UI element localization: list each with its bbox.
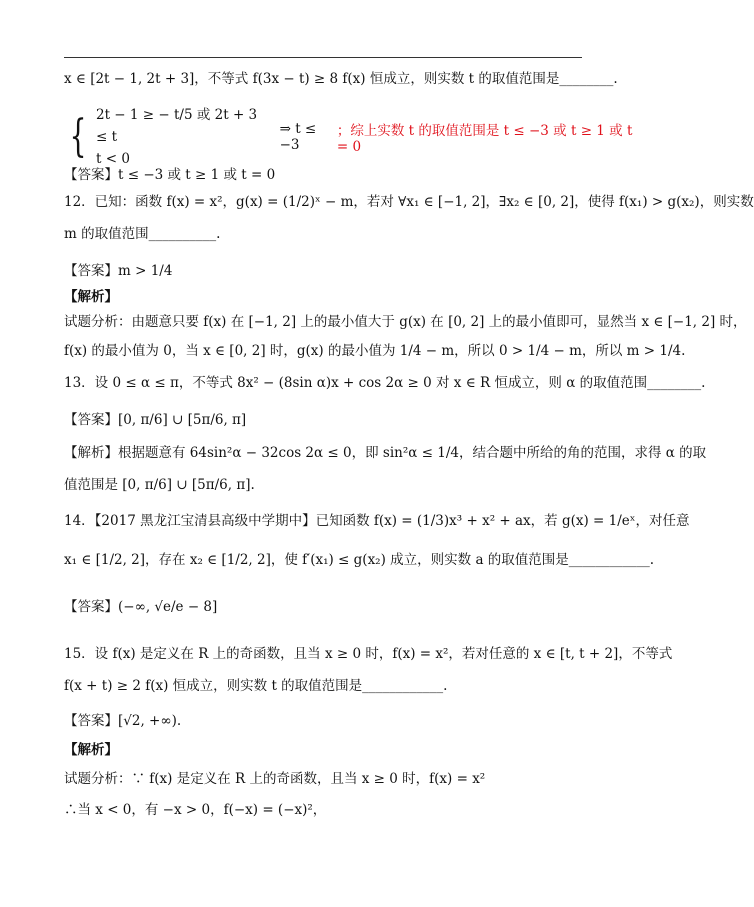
question-12-line2: m 的取值范围__________. [64,226,221,242]
analysis-13-line2: 值范围是 [0, π/6] ∪ [5π/6, π]. [64,477,255,493]
analysis-12-line1: 试题分析：由题意只要 f(x) 在 [−1, 2] 上的最小值大于 g(x) 在 [0, 2] 上的最小值即可，显然当 x ∈ [−1, 2] 时， [64,314,747,330]
analysis-13-line1: 【解析】根据题意有 64sin²α − 32cos 2α ≤ 0，即 sin²α ≤ 1/4，结合题中所给的角的范围，求得 α 的取 [64,445,707,461]
answer-12: 【答案】m > 1/4 [64,263,173,279]
question-13: 13．设 0 ≤ α ≤ π，不等式 8x² − (8sin α)x + cos 2α ≥ 0 对 x ∈ R 恒成立，则 α 的取值范围________. [64,375,706,391]
answer-15: 【答案】[√2, +∞). [64,713,182,729]
system-conclusion: ⇒ t ≤ −3 [279,121,317,153]
left-brace: { [69,111,87,162]
question-12-line1: 12．已知：函数 f(x) = x²，g(x) = (1/2)ˣ − m，若对 ∀x₁ ∈ [−1, 2]，∃x₂ ∈ [0, 2]，使得 f(x₁) > g(x₂)，则实数 [64,194,754,210]
analysis-15-line2: ∴当 x < 0，有 −x > 0，f(−x) = (−x)²， [64,802,327,818]
header-rule [64,57,582,58]
system-rows [96,104,272,170]
question-15-line1: 15．设 f(x) 是定义在 R 上的奇函数，且当 x ≥ 0 时，f(x) = x²，若对任意的 x ∈ [t, t + 2]，不等式 [64,646,673,662]
answer-14: 【答案】(−∞, √e/e − 8] [64,599,218,615]
system-row-1: 2t − 1 ≥ − t/5 或 2t + 3 ≤ t [96,107,258,145]
inequality-system [64,104,642,170]
q11-continuation: x ∈ [2t − 1, 2t + 3]，不等式 f(3x − t) ≥ 8 f(x) 恒成立，则实数 t 的取值范围是________. [64,71,618,87]
analysis-15-line1: 试题分析：∵ f(x) 是定义在 R 上的奇函数，且当 x ≥ 0 时，f(x) = x² [64,771,486,787]
analysis-12-line2: f(x) 的最小值为 0，当 x ∈ [0, 2] 时，g(x) 的最小值为 1/4 − m，所以 0 > 1/4 − m，所以 m > 1/4. [64,343,686,359]
question-14-line1: 14．【2017 黑龙江宝清县高级中学期中】已知函数 f(x) = (1/3)x³ + x² + ax，若 g(x) = 1/eˣ，对任意 [64,513,690,529]
system-row-2: t < 0 [96,151,130,167]
analysis-15-label: 【解析】 [64,742,118,758]
system-summary-red: ；综上实数 t 的取值范围是 t ≤ −3 或 t ≥ 1 或 t = 0 [336,123,633,155]
question-15-line2: f(x + t) ≥ 2 f(x) 恒成立，则实数 t 的取值范围是____________. [64,678,448,694]
analysis-12-label: 【解析】 [64,289,118,305]
answer-13: 【答案】[0, π/6] ∪ [5π/6, π] [64,412,247,428]
question-14-line2: x₁ ∈ [1/2, 2]，存在 x₂ ∈ [1/2, 2]，使 f′(x₁) ≤ g(x₂) 成立，则实数 a 的取值范围是____________. [64,552,655,568]
answer-11: 【答案】t ≤ −3 或 t ≥ 1 或 t = 0 [64,167,276,183]
